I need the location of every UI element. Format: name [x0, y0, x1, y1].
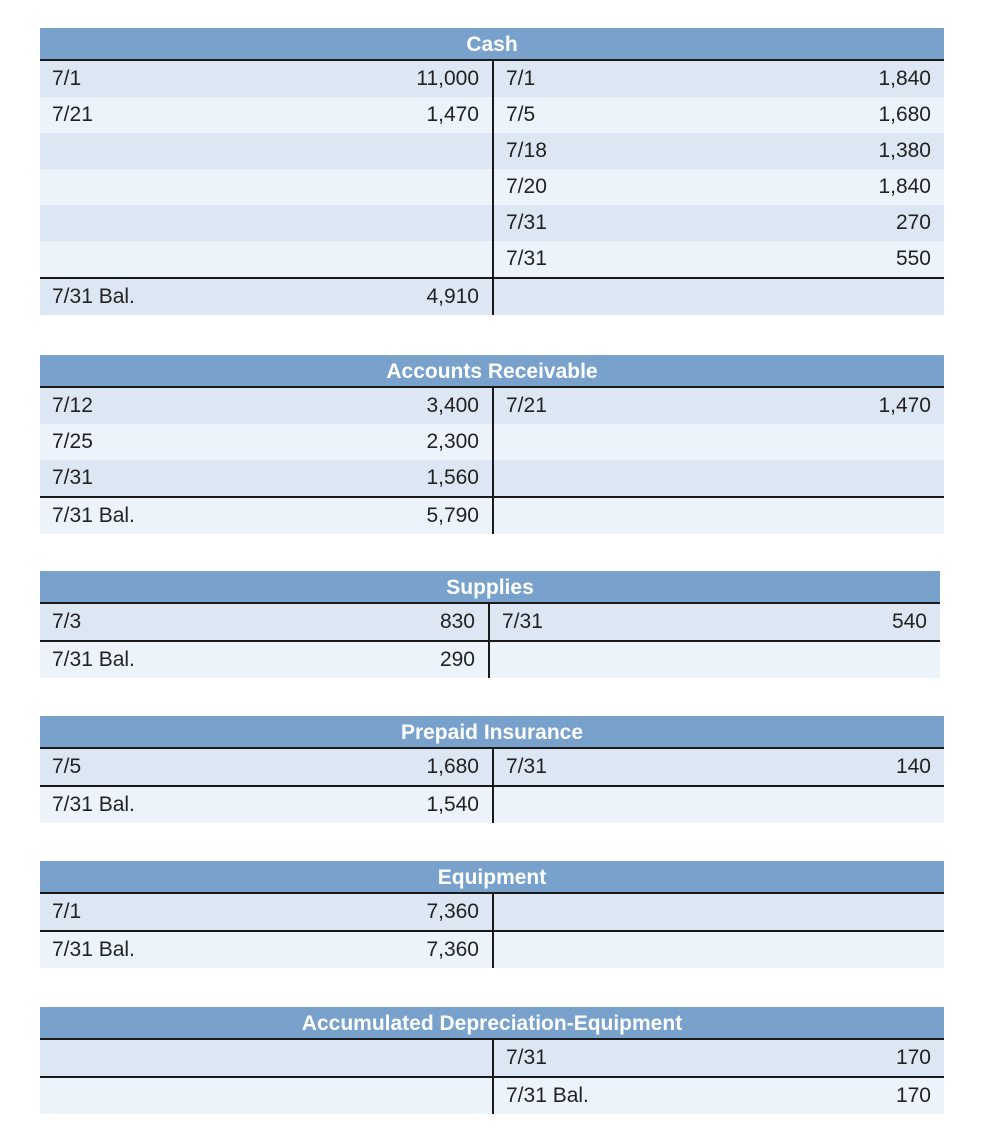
- account-title: Equipment: [40, 861, 944, 894]
- credit-amount: 170: [895, 1046, 931, 1069]
- debit-date: 7/12: [52, 394, 93, 417]
- credit-amount: 1,470: [878, 394, 931, 417]
- t-account-accumulated-depreciation-equipment: [40, 1007, 944, 1114]
- credit-amount: 140: [895, 755, 931, 778]
- ledger-row: [40, 97, 944, 133]
- credit-amount: 1,840: [878, 67, 931, 90]
- debit-amount: 830: [439, 610, 475, 633]
- account-title: Accumulated Depreciation-Equipment: [40, 1007, 944, 1040]
- t-account-accounts-receivable: [40, 355, 944, 534]
- debit-date: 7/31 Bal.: [52, 648, 135, 671]
- t-account-equipment: [40, 861, 944, 968]
- credit-amount: 540: [891, 610, 927, 633]
- ledger-row: [40, 424, 944, 460]
- balance-row: [40, 930, 944, 968]
- credit-amount: 170: [895, 1084, 931, 1107]
- balance-row: [40, 277, 944, 315]
- credit-amount: 1,380: [878, 139, 931, 162]
- debit-amount: 1,680: [426, 755, 479, 778]
- debit-date: 7/21: [52, 103, 93, 126]
- credit-date: 7/21: [506, 394, 547, 417]
- debit-date: 7/25: [52, 430, 93, 453]
- credit-date: 7/31: [506, 211, 547, 234]
- debit-date: 7/31: [52, 466, 93, 489]
- ledger-row: [40, 749, 944, 785]
- credit-date: 7/31 Bal.: [506, 1084, 589, 1107]
- debit-amount: 7,360: [426, 938, 479, 961]
- account-title: Supplies: [40, 571, 940, 604]
- ledger-row: [40, 241, 944, 277]
- debit-date: 7/31 Bal.: [52, 504, 135, 527]
- debit-date: 7/3: [52, 610, 82, 633]
- credit-amount: 550: [895, 247, 931, 270]
- ledger-row: [40, 133, 944, 169]
- t-account-prepaid-insurance: [40, 716, 944, 823]
- debit-date: 7/1: [52, 67, 82, 90]
- credit-date: 7/20: [506, 175, 547, 198]
- ledger-row: [40, 460, 944, 496]
- ledger-row: [40, 169, 944, 205]
- ledger-row: [40, 61, 944, 97]
- debit-amount: 1,560: [426, 466, 479, 489]
- debit-amount: 290: [439, 648, 475, 671]
- balance-row: [40, 640, 940, 678]
- debit-amount: 4,910: [426, 285, 479, 308]
- debit-date: 7/31 Bal.: [52, 285, 135, 308]
- credit-date: 7/31: [502, 610, 543, 633]
- credit-date: 7/18: [506, 139, 547, 162]
- credit-date: 7/31: [506, 755, 547, 778]
- debit-amount: 11,000: [416, 67, 479, 90]
- credit-amount: 1,680: [878, 103, 931, 126]
- credit-amount: 270: [895, 211, 931, 234]
- credit-date: 7/1: [506, 67, 536, 90]
- balance-row: [40, 785, 944, 823]
- balance-row: [40, 1076, 944, 1114]
- debit-amount: 5,790: [426, 504, 479, 527]
- debit-date: 7/5: [52, 755, 82, 778]
- debit-date: 7/31 Bal.: [52, 938, 135, 961]
- ledger-row: [40, 205, 944, 241]
- balance-row: [40, 496, 944, 534]
- debit-amount: 1,470: [426, 103, 479, 126]
- debit-date: 7/31 Bal.: [52, 793, 135, 816]
- account-title: Prepaid Insurance: [40, 716, 944, 749]
- account-title: Cash: [40, 28, 944, 61]
- debit-date: 7/1: [52, 900, 82, 923]
- ledger-row: [40, 388, 944, 424]
- credit-amount: 1,840: [878, 175, 931, 198]
- credit-date: 7/31: [506, 1046, 547, 1069]
- debit-amount: 7,360: [426, 900, 479, 923]
- credit-date: 7/5: [506, 103, 536, 126]
- t-account-cash: [40, 28, 944, 315]
- debit-amount: 3,400: [426, 394, 479, 417]
- debit-amount: 2,300: [426, 430, 479, 453]
- debit-amount: 1,540: [426, 793, 479, 816]
- credit-date: 7/31: [506, 247, 547, 270]
- t-account-supplies: [40, 571, 940, 678]
- account-title: Accounts Receivable: [40, 355, 944, 388]
- ledger-row: [40, 604, 940, 640]
- ledger-row: [40, 1040, 944, 1076]
- ledger-row: [40, 894, 944, 930]
